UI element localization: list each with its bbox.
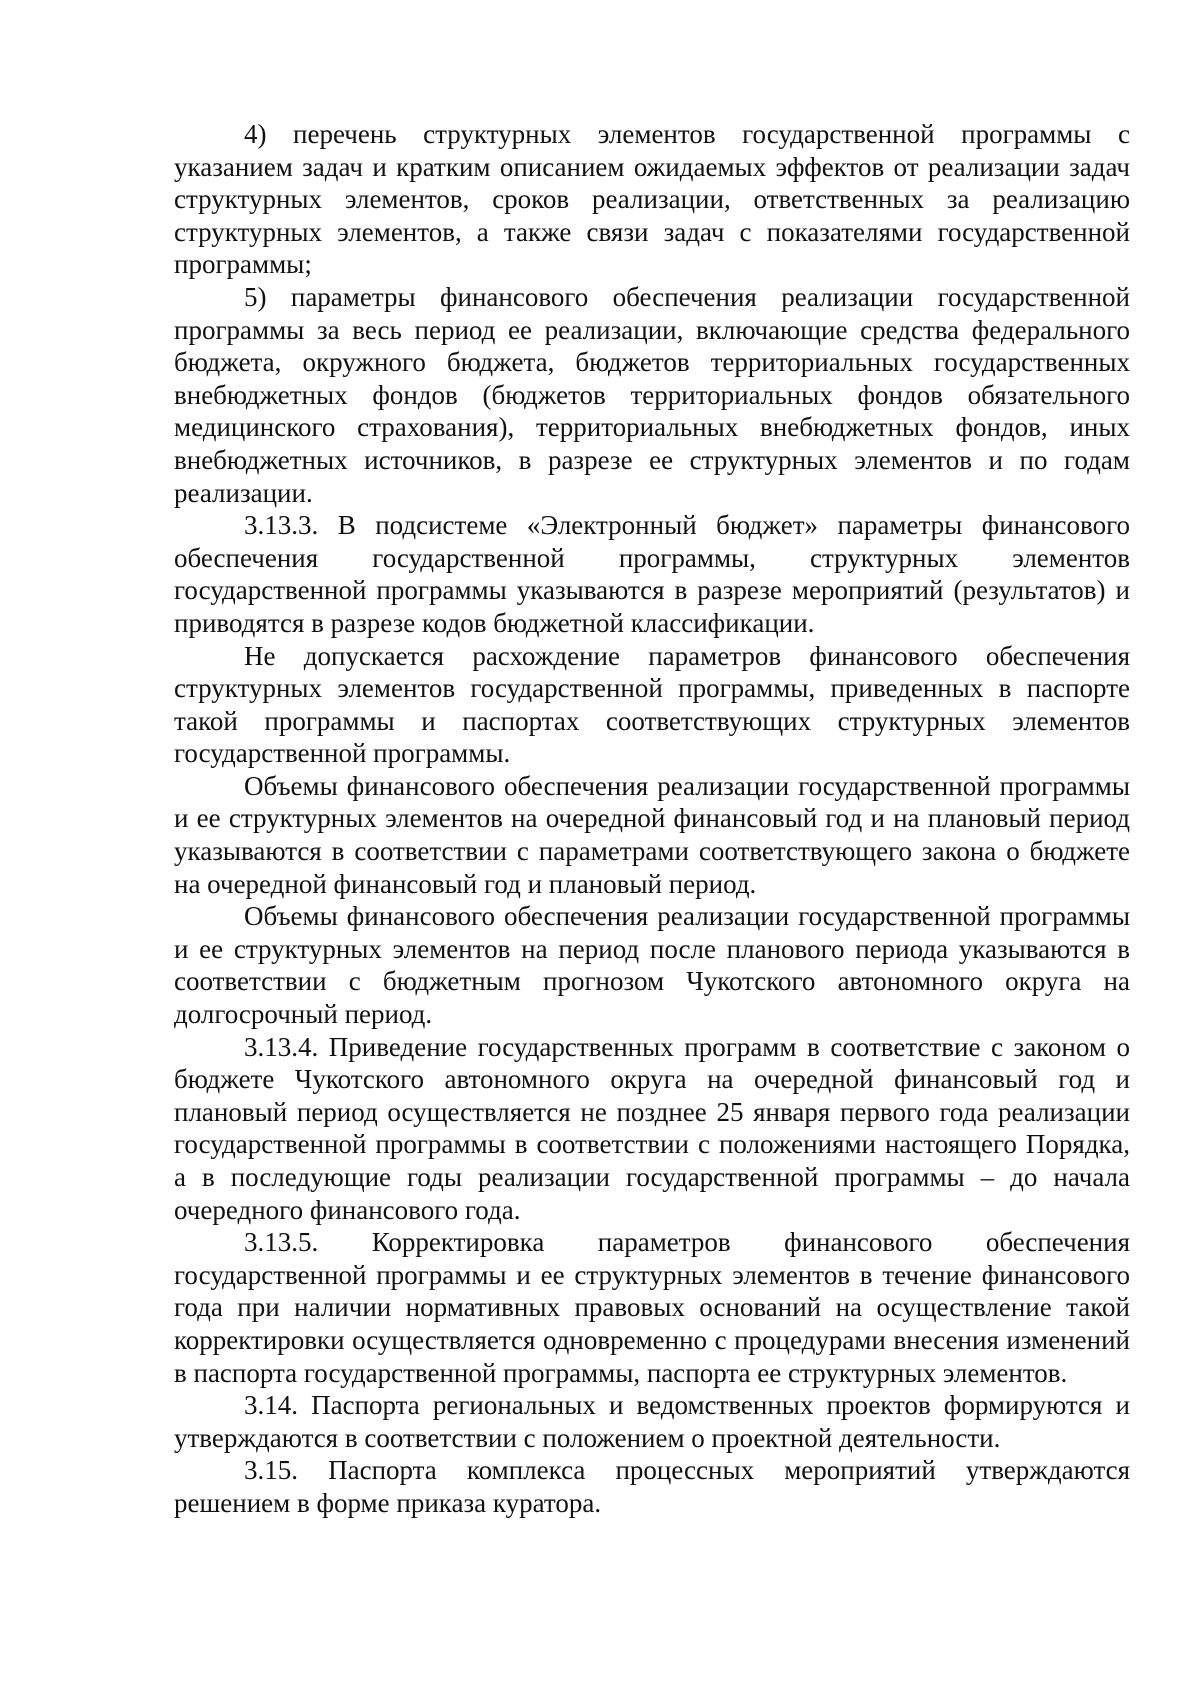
paragraph-item-5-list: 5) параметры финансового обеспечения реализации государственной программы за весь период ее реализации, включающие средства федерального бюджета, окружного бюджета, бюджетов территориальных государственных внебюджетных фондов (бюджетов территориальных фондов обязательного медицинского страхования), территориальных внебюджетных фондов, иных внебюджетных источников, в разрезе ее структурных элементов и по годам реализации.: [174, 281, 1130, 508]
paragraph-item-4-list: 4) перечень структурных элементов государственной программы с указанием задач и кратким описанием ожидаемых эффектов от реализации задач структурных элементов, сроков реализации, ответственных за реализацию структурных элементов, а также связи задач с показателями государственной программы;: [174, 119, 1130, 280]
paragraph-3-13-3: 3.13.3. В подсистеме «Электронный бюджет» параметры финансового обеспечения государственной программы, структурных элементов государственной программы указываются в разрезе мероприятий (результатов) и приводятся в разрезе кодов бюджетной классификации.: [174, 510, 1130, 638]
paragraph-3-13-4: 3.13.4. Приведение государственных программ в соответствие с законом о бюджете Чукотского автономного округа на очередной финансовый год и плановый период осуществляется не позднее 25 января первого года реализации государственной программы в соответствии с положениями настоящего Порядка, а в последующие годы реализации государственной программы – до начала очередного финансового года.: [174, 1031, 1130, 1225]
document-page: [174, 118, 1130, 1520]
paragraph-volumes-planned-period: Объемы финансового обеспечения реализации государственной программы и ее структурных элементов на очередной финансовый год и на плановый период указываются в соответствии с параметрами соответствующего закона о бюджете на очередной финансовый год и плановый период.: [174, 770, 1130, 899]
paragraph-3-13-5: 3.13.5. Корректировка параметров финансового обеспечения государственной программы и ее структурных элементов в течение финансового года при наличии нормативных правовых оснований на осуществление такой корректировки осуществляется одновременно с процедурами внесения изменений в паспорта государственной программы, паспорта ее структурных элементов.: [174, 1227, 1130, 1388]
paragraph-discrepancy-rule: Не допускается расхождение параметров финансового обеспечения структурных элементов государственной программы, приведенных в паспорте такой программы и паспортах соответствующих структурных элементов государственной программы.: [174, 640, 1130, 769]
paragraph-3-15: 3.15. Паспорта комплекса процессных мероприятий утверждаются решением в форме приказа куратора.: [174, 1455, 1130, 1518]
paragraph-volumes-after-planned-period: Объемы финансового обеспечения реализации государственной программы и ее структурных элементов на период после планового периода указываются в соответствии с бюджетным прогнозом Чукотского автономного округа на долгосрочный период.: [174, 901, 1130, 1030]
paragraph-3-14: 3.14. Паспорта региональных и ведомственных проектов формируются и утверждаются в соответствии с положением о проектной деятельности.: [174, 1390, 1130, 1453]
